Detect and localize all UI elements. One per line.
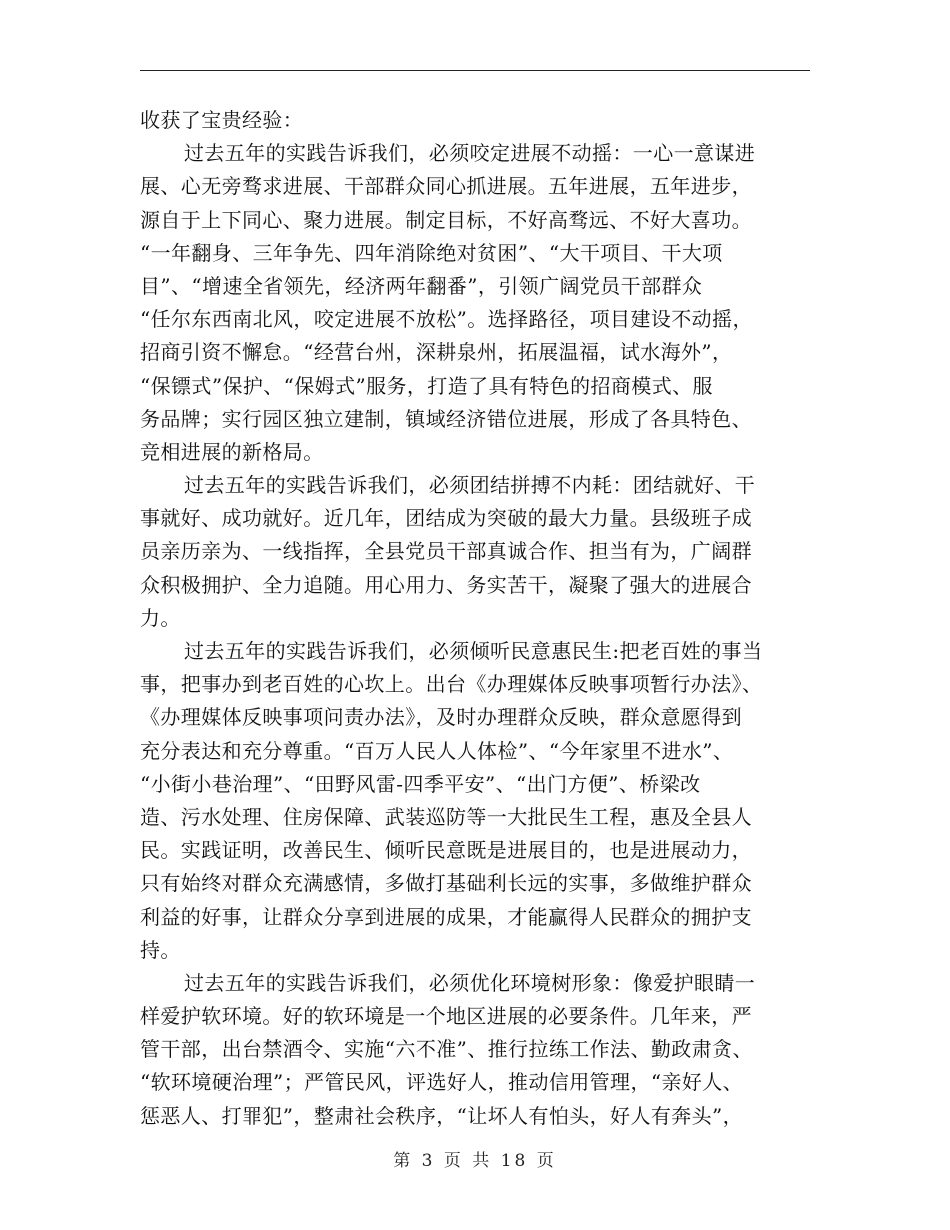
header-rule [140, 70, 810, 71]
paragraph-first-line: 过去五年的实践告诉我们，必须团结拼搏不内耗：团结就好、干 [184, 473, 756, 498]
text-line: 样爱护软环境。好的软环境是一个地区进展的必要条件。几年来，严 [140, 1004, 752, 1029]
text-line: 事，把事办到老百姓的心坎上。出台《办理媒体反映事项暂行办法》、 [140, 672, 763, 697]
text-line: 员亲历亲为、一线指挥，全县党员干部真诚合作、担当有为，广阔群 [140, 539, 752, 564]
text-line: 招商引资不懈怠。“经营台州，深耕泉州，拓展温福，试水海外”， [140, 340, 733, 365]
text-line: “软环境硬治理”；严管民风，评选好人，推动信用管理，“亲好人、 [140, 1070, 744, 1095]
text-line: 务品牌；实行园区独立建制，镇域经济错位进展，形成了各具特色、 [140, 406, 752, 431]
text-line: 目”、“增速全省领先，经济两年翻番”，引领广阔党员干部群众 [140, 273, 703, 298]
text-line: “小街小巷治理”、“田野风雷-四季平安”、“出门方便”、桥梁改 [140, 771, 701, 796]
text-line: 展、心无旁骛求进展、干部群众同心抓进展。五年进展，五年进步， [140, 174, 752, 199]
text-line: 收获了宝贵经验： [140, 108, 304, 132]
text-line: 惩恶人、打罪犯”，整肃社会秩序，“让坏人有怕头，好人有奔头”， [140, 1103, 744, 1128]
document-body [140, 104, 812, 1133]
paragraph-first-line: 过去五年的实践告诉我们，必须咬定进展不动摇：一心一意谋进 [184, 141, 756, 166]
text-line: 众积极拥护、全力追随。用心用力、务实苦干，凝聚了强大的进展合 [140, 572, 752, 597]
text-line: 事就好、成功就好。近几年，团结成为突破的最大力量。县级班子成 [140, 506, 752, 531]
text-line: 持。 [140, 937, 181, 962]
paragraph-first-line: 过去五年的实践告诉我们，必须倾听民意惠民生:把老百姓的事当 [184, 639, 763, 663]
text-line: 管干部，出台禁酒令、实施“六不准”、推行拉练工作法、勤政肃贪、 [140, 1037, 753, 1062]
text-line: “一年翻身、三年争先、四年消除绝对贫困”、“大干项目、干大项 [140, 240, 723, 265]
text-line: 源自于上下同心、聚力进展。制定目标，不好高骛远、不好大喜功。 [140, 207, 752, 232]
text-line: 利益的好事，让群众分享到进展的成果，才能赢得人民群众的拥护支 [140, 904, 752, 929]
text-line: 只有始终对群众充满感情，多做打基础利长远的实事，多做维护群众 [140, 871, 752, 896]
page-number-footer: 第 3 页 共 18 页 [393, 1151, 557, 1171]
text-line: 《办理媒体反映事项问责办法》，及时办理群众反映，群众意愿得到 [140, 705, 742, 730]
text-line: 力。 [140, 605, 181, 630]
text-line: “保镖式”保护、“保姆式”服务，打造了具有特色的招商模式、服 [140, 373, 713, 398]
text-line: “任尔东西南北风，咬定进展不放松”。选择路径，项目建设不动摇， [140, 307, 753, 332]
paragraph-first-line: 过去五年的实践告诉我们，必须优化环境树形象：像爱护眼睛一 [184, 970, 756, 995]
text-line: 造、污水处理、住房保障、武装巡防等一大批民生工程，惠及全县人 [140, 804, 752, 829]
text-line: 竞相进展的新格局。 [140, 439, 324, 464]
text-line: 民。实践证明，改善民生、倾听民意既是进展目的，也是进展动力， [140, 838, 752, 863]
text-line: 充分表达和充分尊重。“百万人民人人体检”、“今年家里不进水”、 [140, 738, 734, 763]
